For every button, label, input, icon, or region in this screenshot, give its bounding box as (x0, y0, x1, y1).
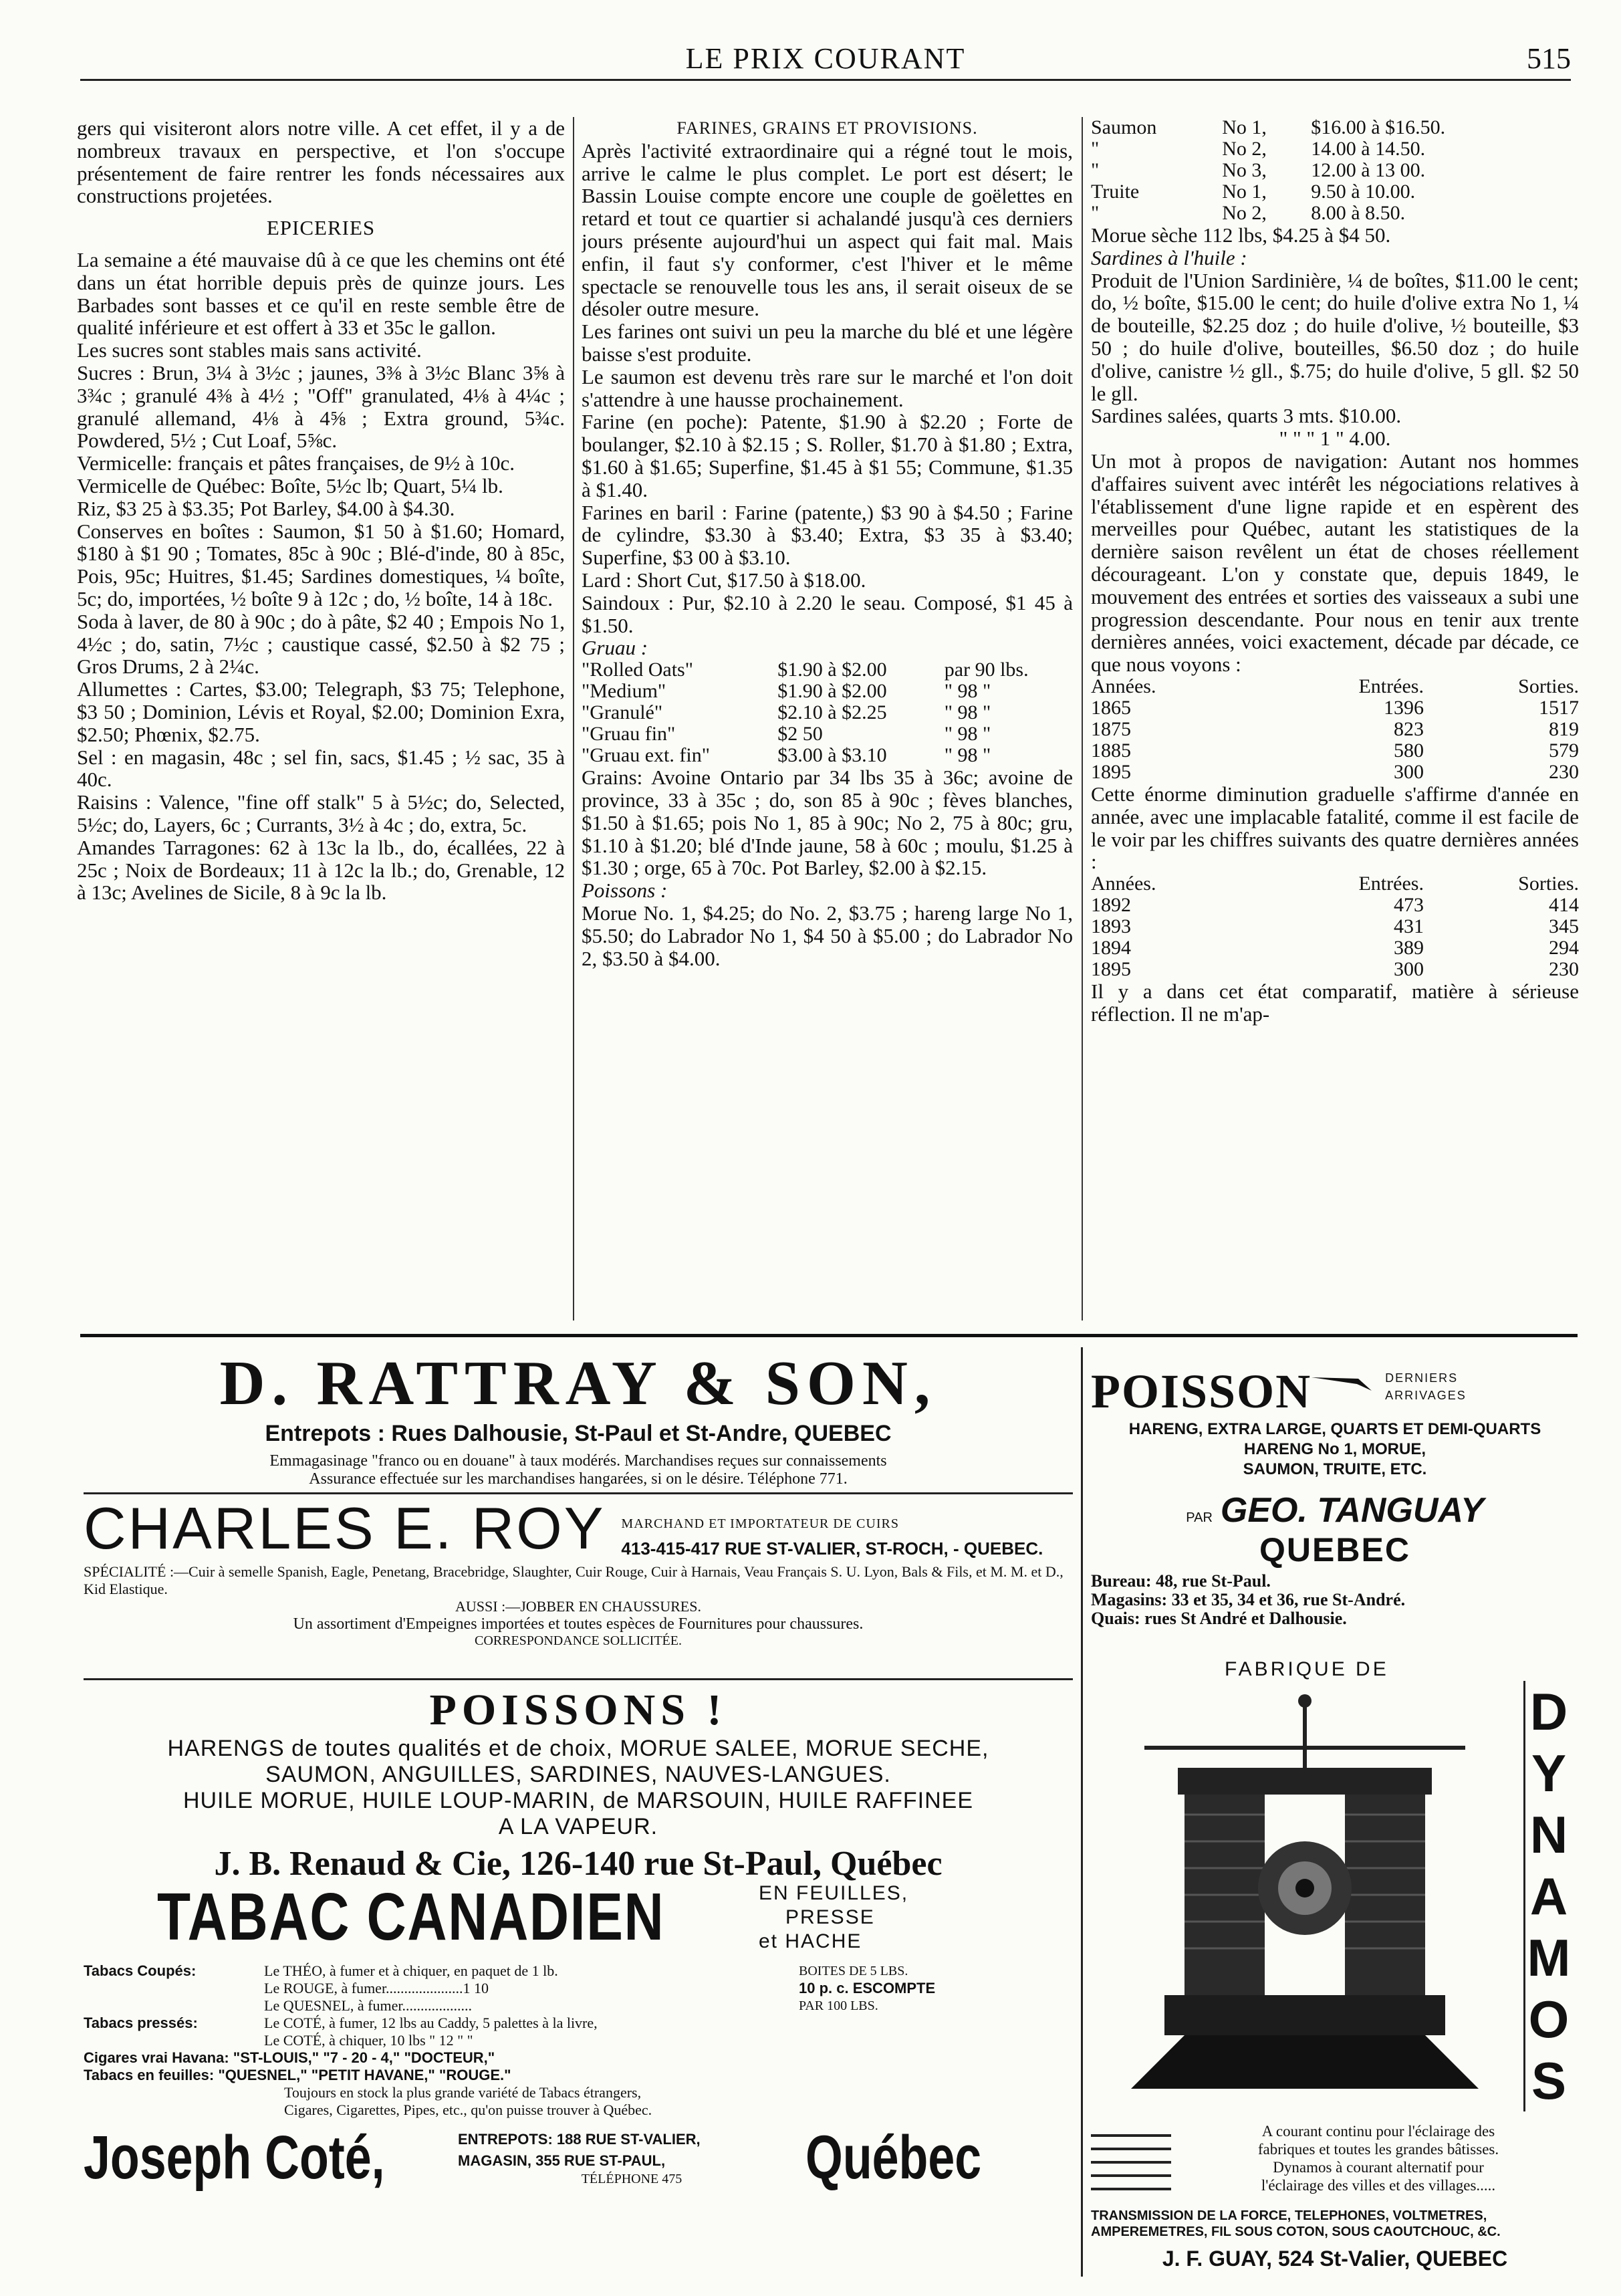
rattray-entrepots: Entrepots : Rues Dalhousie, St-Paul et St-Andre, QUEBEC (265, 1421, 892, 1446)
table-cell: 14.00 à 14.50. (1311, 138, 1426, 160)
table-row (1091, 203, 1579, 224)
table-cell: Saumon (1091, 117, 1157, 138)
guay-name: J. F. GUAY, 524 St-Valier, QUEBEC (1162, 2247, 1508, 2271)
table-cell: No 1, (1222, 117, 1267, 138)
table-row (1091, 740, 1579, 762)
rattray-assurance: Assurance effectuée sur les marchandises hangarées, si on le désire. Téléphone 771. (309, 1470, 848, 1488)
navigation-table-decades (1091, 676, 1579, 783)
table-cell: 579 (1549, 739, 1579, 762)
paragraph: Les farines ont suivi un peu la marche du blé et une légère baisse s'est produite. (582, 320, 1073, 366)
poisson-par: PAR (1186, 1510, 1213, 1525)
tabac-coupes-item: Le THÉO, à fumer et à chiquer, en paquet de 1 lb. (264, 1962, 558, 1979)
table-cell: $3.00 à $3.10 (777, 744, 887, 767)
page-header (80, 41, 1571, 88)
cote-city: Québec (805, 2123, 982, 2192)
table-cell: " (1091, 159, 1100, 181)
cote-magasin: MAGASIN, 355 RUE ST-PAUL, (458, 2152, 666, 2169)
table-header-row (1091, 873, 1579, 895)
arrow-icon (1312, 1371, 1372, 1397)
tabac-presses-label: Tabacs pressés: (84, 2015, 198, 2031)
paragraph: Vermicelle: français et pâtes françaises, de 9½ à 10c. (77, 451, 515, 475)
paragraph: Allumettes : Cartes, $3.00; Telegraph, $3 75; Telephone, $3 50 ; Dominion, Lévis et Royal, $2.00; Dominion Exra, $2.50; Phœnix, $2.75. (77, 677, 565, 746)
table-row (1091, 916, 1579, 937)
table-cell: 230 (1549, 958, 1579, 981)
poissons-line: SAUMON, ANGUILLES, SARDINES, NAUVES-LANGUES. (265, 1762, 891, 1787)
table-cell: 580 (1393, 739, 1424, 762)
dynamos-amperemetres: AMPEREMETRES, FIL SOUS COTON, SOUS CAOUTCHOUC, &C. (1091, 2224, 1501, 2239)
table-row (1091, 719, 1579, 740)
poisson-line: HARENG No 1, MORUE, (1243, 1440, 1426, 1458)
navigation-table-years (1091, 873, 1579, 980)
paragraph: gers qui visiteront alors notre ville. A cet effet, il y a de nombreux travaux en perspective, et l'on s'occupe présentement de faire rentrer les fonds nécessaires aux constructions projetées. (77, 117, 565, 208)
poissons-line: HUILE MORUE, HUILE LOUP-MARIN, de MARSOUIN, HUILE RAFFINEE (182, 1788, 974, 1813)
paragraph: La semaine a été mauvaise dû à ce que les chemins ont été dans un état horrible depuis près de quinze jours. Les Barbades sont basses et ce qu'il en reste semble être de qualité inférieure et est offert à 33 et 35c le gallon. (77, 247, 565, 340)
paragraph: Les sucres sont stables mais sans activité. (77, 338, 422, 362)
paragraph: Riz, $3 25 à $3.35; Pot Barley, $4.00 à $4.30. (77, 496, 455, 520)
table-header: Années. (1091, 873, 1156, 895)
tabac-presses-item: Le COTÉ, à fumer, 12 lbs au Caddy, 5 palettes à la livre, (264, 2015, 598, 2031)
table-cell: "Granulé" (582, 701, 663, 724)
table-cell: 1875 (1091, 717, 1131, 740)
ad-divider (84, 1678, 1073, 1680)
paragraph: Sel : en magasin, 48c ; sel fin, sacs, $1.45 ; ½ sac, 35 à 40c. (77, 745, 565, 792)
dynamos-letter: M (1527, 1928, 1571, 1987)
table-header: Sorties. (1518, 873, 1579, 895)
table-cell: "Gruau fin" (582, 723, 676, 745)
table-cell: " 98 " (944, 680, 991, 703)
ads-top-rule (80, 1334, 1578, 1337)
table-row (1091, 181, 1579, 203)
section-heading-farines: FARINES, GRAINS ET PROVISIONS. (676, 118, 978, 138)
paragraph: Sardines salées, quarts 3 mts. $10.00. (1091, 404, 1402, 428)
dynamos-letter: D (1529, 1682, 1568, 1741)
page-number: 515 (1527, 42, 1571, 75)
table-cell: No 3, (1222, 159, 1267, 181)
paragraph: Un mot à propos de navigation: Autant nos hommes d'affaires suivent avec intérêt les négociations relatives à l'établissement d'une ligne rapide et en espèrent des merveilles pour Québec, autant les statistiques de la dernière saison revêlent un état de choses réellement décourageant. L'on y constate que, depuis 1849, le mouvement des entrées et sorties des vaisseaux a subi une progression descendante. Pour nous en tenir aux trente dernières années, voici exactement, décade par décade, ce que nous voyons : (1091, 449, 1579, 677)
table-cell: 1892 (1091, 894, 1131, 917)
dynamos-text: A courant continu pour l'éclairage des (1261, 2123, 1495, 2140)
dynamos-text: Dynamos à courant alternatif pour (1273, 2159, 1484, 2176)
section-heading-epiceries: EPICERIES (266, 216, 376, 240)
paragraph: Après l'activité extraordinaire qui a régné tout le mois, arrive le calme le plus complet. Le port est désert; le Bassin Louise compte encore une couple de goëlettes en retard et tout ce quartier si achalandé jusqu'à ces derniers jours présente aujourd'hui un aspect qui fait mal. Mais enfin, il faut s'y conformer, c'est l'hiver et le même spectacle se renouvelle tous les ans, il serait oiseux de se désoler outre mesure. (582, 138, 1073, 321)
table-cell: $2.10 à $2.25 (777, 701, 887, 724)
paragraph: Conserves en boîtes : Saumon, $1 50 à $1.60; Homard, $180 à $1 90 ; Tomates, 85c à 90c ; Blé-d'inde, 80 à 85c, Pois, 95c; Huitres, $1.45; Sardines domestiques, ¼ boîte, 5c; do, importées, ½ boîte 9 à 12c ; do, ½ boîte, 14 à 18c. (77, 519, 565, 610)
ad-divider (84, 1492, 1073, 1494)
paragraph: Gruau : (582, 636, 648, 660)
tabac-feuilles: Tabacs en feuilles: "QUESNEL," "PETIT HAVANE," "ROUGE." (84, 2067, 511, 2083)
table-cell: " 98 " (944, 701, 991, 724)
table-header: Entrées. (1358, 675, 1424, 697)
table-row (582, 745, 1073, 766)
table-cell: "Rolled Oats" (582, 659, 693, 681)
table-cell: par 90 lbs. (944, 659, 1029, 681)
table-cell: "Gruau ext. fin" (582, 744, 710, 767)
table-cell: 345 (1549, 915, 1579, 938)
table-cell: " (1091, 202, 1100, 224)
table-header-row (1091, 676, 1579, 697)
dynamos-text: fabriques et toutes les grandes bâtisses. (1257, 2141, 1499, 2158)
table-cell: 1517 (1539, 696, 1579, 719)
table-cell: 300 (1393, 760, 1424, 783)
roy-specialite: SPÉCIALITÉ :—Cuir à semelle Spanish, Eagle, Penetang, Bracebridge, Slaughter, Cuir Rouge, Cuir à Harnais, Veau Français S. U. Lyon, Bals & Fils, et M. M. et D., Kid Elastique. (84, 1563, 1064, 1597)
paragraph: Cette énorme diminution graduelle s'affirme d'année en année, avec une implacable fatalité, comme il est facile de le voir par les chiffres suivants des quatre dernières années : (1091, 782, 1579, 874)
table-cell: $1.90 à $2.00 (777, 659, 887, 681)
table-cell: $1.90 à $2.00 (777, 680, 887, 703)
table-row (1091, 138, 1579, 160)
dynamos-letter: N (1529, 1805, 1568, 1864)
paragraph: Sardines à l'huile : (1091, 245, 1247, 269)
roy-jobber: AUSSI :—JOBBER EN CHAUSSURES. (455, 1598, 701, 1615)
table-cell: 1894 (1091, 937, 1131, 959)
table-cell: $2 50 (777, 723, 823, 745)
paragraph: Sucres : Brun, 3¼ à 3½c ; jaunes, 3⅜ à 3½c Blanc 3⅝ à 3¾c ; granulé 4⅜ à 4½ ; "Off" granulated, 4⅛ à 4¼c ; granulé allemand, 4⅛ à 4⅝ ; Extra ground, 5¾c. Powdered, 5½ ; Cut Loaf, 5⅝c. (77, 360, 565, 453)
roy-tagline: MARCHAND ET IMPORTATEUR DE CUIRS (621, 1516, 899, 1531)
table-cell: 12.00 à 13 00. (1311, 159, 1426, 181)
table-cell: No 1, (1222, 181, 1267, 203)
roy-correspondance: CORRESPONDANCE SOLLICITÉE. (474, 1633, 682, 1648)
table-cell: 389 (1393, 937, 1424, 959)
ad-dynamos-guay (1091, 1658, 1579, 2280)
header-rule (80, 79, 1571, 81)
table-row (582, 723, 1073, 745)
tabac-hache: et HACHE (759, 1930, 862, 1952)
table-cell: 431 (1393, 915, 1424, 938)
table-header: Entrées. (1358, 873, 1424, 895)
rattray-emmagasinage: Emmagasinage "franco ou en douane" à taux modérés. Marchandises reçues sur connaissements (269, 1452, 887, 1470)
paragraph: Soda à laver, de 80 à 90c ; do à pâte, $2 40 ; Empois No 1, 4½c ; do, satin, 7½c ; caustique cassé, $2.50 à $2 75 ; Gros Drums, 2 à 2¼c. (77, 609, 565, 679)
dynamos-letter: S (1531, 2051, 1567, 2110)
table-cell: 1865 (1091, 696, 1131, 719)
table-cell: 473 (1393, 894, 1424, 917)
gruau-table (582, 659, 1073, 766)
tabac-cigares: Cigares vrai Havana: "ST-LOUIS," "7 - 20 - 4," "DOCTEUR," (84, 2049, 495, 2066)
table-cell: "Medium" (582, 680, 666, 703)
table-cell: 9.50 à 10.00. (1311, 181, 1416, 203)
tabac-coupes-item: Le QUESNEL, à fumer................... (264, 1997, 472, 2014)
ad-poisson-tanguay (1091, 1364, 1579, 1651)
column-divider (1082, 117, 1083, 1321)
paragraph: Il y a dans cet état comparatif, matière à sérieuse réflection. Il ne m'ap- (1091, 980, 1579, 1026)
table-cell: " 98 " (944, 723, 991, 745)
table-cell: 414 (1549, 894, 1579, 917)
paragraph: Grains: Avoine Ontario par 34 lbs 35 à 36c; avoine de province, 33 à 35c ; do, son 85 à 90c ; fèves blanches, $1.50 à $1.65; pois No 1, 85 à 90c; No 2, 75 à 80c; gru, $1.10 à $1.20; blé d'Inde jaune, 58 à 60c ; moulu, $1.25 à $1.30 ; orge, 65 à 70c. Pot Barley, $2.00 à $2.15. (582, 766, 1073, 880)
publication-title: LE PRIX COURANT (685, 42, 966, 75)
ad-rattray (84, 1347, 1073, 1491)
table-cell: 1895 (1091, 760, 1131, 783)
poissons-line: HARENGS de toutes qualités et de choix, MORUE SALEE, MORUE SECHE, (167, 1736, 989, 1761)
paragraph: Farines en baril : Farine (patente,) $3 90 à $4.50 ; Farine de cylindre, $3.30 à $3.40; Extra, $3 35 à $3.40; Superfine, $3 00 à $3.10. (582, 500, 1073, 570)
table-cell: 1893 (1091, 915, 1131, 938)
tabac-presses-item: Le COTÉ, à chiquer, 10 lbs " 12 " " (264, 2032, 473, 2049)
tanguay-quais: Quais: rues St André et Dalhousie. (1091, 1609, 1347, 1628)
dynamo-machine-illustration (1104, 1688, 1505, 2115)
rattray-name: D. RATTRAY & SON, (219, 1349, 937, 1418)
tabac-cigarettes: Cigares, Cigarettes, Pipes, etc., qu'on puisse trouver à Québec. (284, 2101, 652, 2118)
tabac-en-feuilles: EN FEUILLES, (759, 1881, 909, 1904)
tabac-presse: PRESSE (785, 1906, 875, 1928)
poisson-arrivages: ARRIVAGES (1385, 1389, 1467, 1402)
table-cell: 230 (1549, 760, 1579, 783)
ad-charles-roy (84, 1495, 1073, 1678)
table-row (1091, 117, 1579, 138)
tabac-boites: BOITES DE 5 LBS. (799, 1964, 908, 1978)
table-row (1091, 895, 1579, 916)
tabac-coupes-item: Le ROUGE, à fumer.....................1 10 (264, 1980, 489, 1996)
paragraph: Raisins : Valence, "fine off stalk" 5 à 5½c; do, Selected, 5½c; do, Layers, 6c ; Currants, 3½ à 4c ; do, extra, 5c. (77, 790, 565, 836)
ad-tabac-canadien (84, 1879, 1073, 2280)
tabac-coupes-label: Tabacs Coupés: (84, 1962, 197, 1979)
column-epiceries (77, 117, 565, 1310)
paragraph: Vermicelle de Québec: Boîte, 5½c lb; Quart, 5¼ lb. (77, 473, 503, 497)
table-row (1091, 762, 1579, 783)
table-cell: No 2, (1222, 138, 1267, 160)
table-cell: " 98 " (944, 744, 991, 767)
tanguay-magasins: Magasins: 33 et 35, 34 et 36, rue St-André. (1091, 1590, 1406, 1609)
poisson-line: SAUMON, TRUITE, ETC. (1243, 1460, 1427, 1478)
paragraph: Morue sèche 112 lbs, $4.25 à $4 50. (1091, 223, 1391, 247)
lightning-rays-icon (1091, 2122, 1178, 2202)
dynamos-letters (1523, 1681, 1572, 2111)
table-cell: 1895 (1091, 958, 1131, 981)
roy-address: 413-415-417 RUE ST-VALIER, ST-ROCH, - QUEBEC. (621, 1538, 1043, 1559)
table-cell: No 2, (1222, 202, 1267, 224)
dynamos-transmission: TRANSMISSION DE LA FORCE, TELEPHONES, VOLTMETRES, (1091, 2208, 1487, 2223)
tanguay-city: QUEBEC (1259, 1531, 1410, 1569)
paragraph: Saindoux : Pur, $2.10 à 2.20 le seau. Composé, $1 45 à $1.50. (582, 590, 1073, 637)
table-cell: Truite (1091, 181, 1140, 203)
table-cell: 1885 (1091, 739, 1131, 762)
table-row (582, 659, 1073, 681)
poissons-title: POISSONS ! (429, 1686, 727, 1734)
dynamos-letter: O (1528, 1990, 1570, 2049)
tabac-title: TABAC CANADIEN (157, 1879, 665, 1954)
tanguay-bureau: Bureau: 48, rue St-Paul. (1091, 1571, 1271, 1591)
paragraph: Produit de l'Union Sardinière, ¼ de boîtes, $11.00 le cent; do, ½ boîte, $15.00 le cent; do huile d'olive extra No 1, ¼ de bouteille, $2.25 doz ; do huile d'olive, ½ bouteille, $3 50 ; do huile d'olive, bouteilles, $6.50 doz ; do huile d'olive, canistre ½ gll., $.75; do huile d'olive, 5 gll. $2 50 le gll. (1091, 268, 1579, 405)
table-cell: $16.00 à $16.50. (1311, 117, 1446, 138)
table-cell: 294 (1549, 937, 1579, 959)
table-cell: 8.00 à 8.50. (1311, 202, 1406, 224)
renaud-firm: J. B. Renaud & Cie, 126-140 rue St-Paul, Québec (214, 1845, 943, 1883)
dynamos-fabrique: FABRIQUE DE (1225, 1658, 1389, 1680)
paragraph: Poissons : (582, 879, 668, 903)
column-divider (573, 117, 574, 1321)
table-cell: 823 (1393, 717, 1424, 740)
tabac-escompte: 10 p. c. ESCOMPTE (799, 1980, 936, 1996)
paragraph: Amandes Tarragones: 62 à 13c la lb., do, écallées, 22 à 25c ; Noix de Bordeaux; 11 à 12c la lb.; do, Grenable, 12 à 13c; Avelines de Sicile, 8 à 9c la lb. (77, 835, 565, 905)
table-row (582, 681, 1073, 702)
roy-assortiment: Un assortiment d'Empeignes importées et toutes espèces de Fournitures pour chaussures. (293, 1615, 864, 1633)
table-cell: 819 (1549, 717, 1579, 740)
table-row (1091, 160, 1579, 181)
table-cell: " (1091, 138, 1100, 160)
table-row (582, 702, 1073, 723)
column-farines (582, 117, 1073, 1310)
saumon-table (1091, 117, 1579, 224)
ads-column-divider (1081, 1347, 1083, 2277)
column-navigation (1091, 117, 1579, 1310)
paragraph: Farine (en poche): Patente, $1.90 à $2.20 ; Forte de boulanger, $2.10 à $2.15 ; S. Roller, $1.70 à $1.80 ; Extra, $1.60 à $1.65; Superfine, $1.45 à $1 55; Commune, $1.35 à $1.40. (582, 410, 1073, 501)
poisson-line: HARENG, EXTRA LARGE, QUARTS ET DEMI-QUARTS (1128, 1420, 1541, 1438)
roy-name: CHARLES E. ROY (84, 1495, 606, 1561)
table-row (1091, 937, 1579, 959)
tabac-toujours: Toujours en stock la plus grande variété de Tabacs étrangers, (284, 2084, 642, 2101)
table-row (1091, 959, 1579, 980)
dynamos-text: l'éclairage des villes et des villages..... (1261, 2177, 1496, 2194)
poisson-title: POISSON (1091, 1365, 1312, 1418)
table-header: Années. (1091, 675, 1156, 697)
poisson-derniers: DERNIERS (1385, 1371, 1459, 1385)
paragraph: Le saumon est devenu très rare sur le marché et l'on doit s'attendre à une hausse prochainement. (582, 364, 1073, 411)
paragraph: " " " 1 " 4.00. (1279, 427, 1391, 451)
paragraph: Lard : Short Cut, $17.50 à $18.00. (582, 568, 866, 592)
table-header: Sorties. (1518, 675, 1579, 697)
table-cell: 300 (1393, 958, 1424, 981)
cote-telephone: TÉLÉPHONE 475 (581, 2172, 682, 2186)
dynamos-letter: Y (1531, 1744, 1567, 1803)
dynamos-letter: A (1529, 1867, 1568, 1926)
table-cell: 1396 (1383, 696, 1424, 719)
ad-poissons-renaud (84, 1685, 1073, 1883)
poissons-line: A LA VAPEUR. (498, 1814, 658, 1839)
tabac-par100: PAR 100 LBS. (799, 1998, 878, 2013)
paragraph: Morue No. 1, $4.25; do No. 2, $3.75 ; hareng large No 1, $5.50; do Labrador No 1, $4 50 à $5.00 ; do Labrador No 2, $3.50 à $4.00. (582, 901, 1073, 970)
cote-entrepots: ENTREPOTS: 188 RUE ST-VALIER, (458, 2131, 701, 2148)
tanguay-name: GEO. TANGUAY (1220, 1491, 1484, 1530)
table-row (1091, 697, 1579, 719)
cote-name: Joseph Coté, (84, 2123, 385, 2192)
